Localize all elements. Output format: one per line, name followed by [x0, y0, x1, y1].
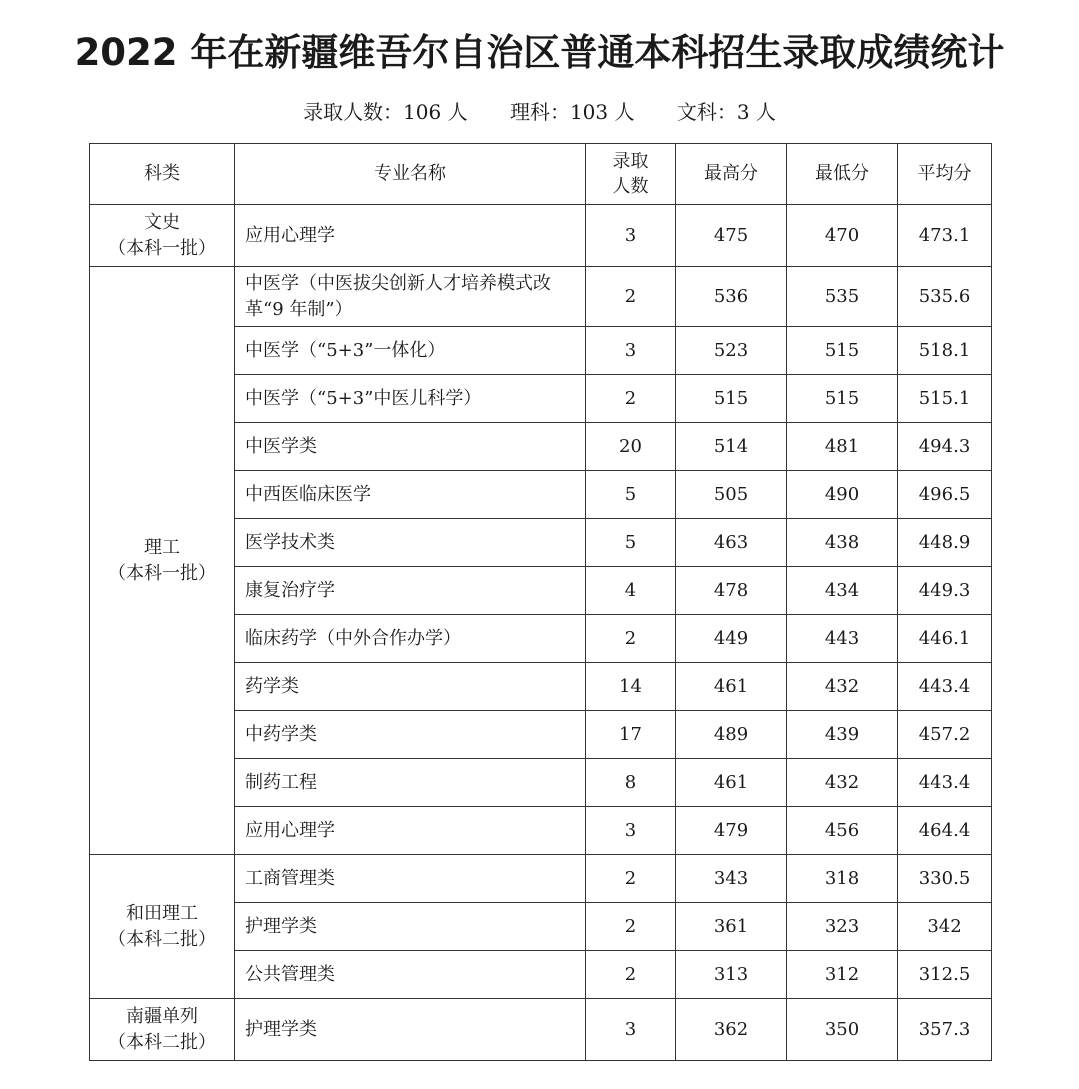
header-max: 最高分	[676, 144, 787, 205]
major-cell: 中医学（中医拔尖创新人才培养模式改革“9 年制”）	[235, 267, 586, 327]
min-score-cell: 318	[787, 855, 898, 903]
header-avg: 平均分	[898, 144, 992, 205]
max-score-cell: 479	[676, 807, 787, 855]
min-score-cell: 350	[787, 999, 898, 1061]
count-cell: 3	[586, 999, 676, 1061]
min-score-cell: 323	[787, 903, 898, 951]
max-score-cell: 489	[676, 711, 787, 759]
count-cell: 14	[586, 663, 676, 711]
max-score-cell: 514	[676, 423, 787, 471]
avg-score-cell: 330.5	[898, 855, 992, 903]
major-cell: 护理学类	[235, 999, 586, 1061]
max-score-cell: 343	[676, 855, 787, 903]
count-cell: 17	[586, 711, 676, 759]
avg-score-cell: 443.4	[898, 759, 992, 807]
summary-arts: 文科：3 人	[676, 100, 776, 124]
avg-score-cell: 357.3	[898, 999, 992, 1061]
min-score-cell: 432	[787, 759, 898, 807]
min-score-cell: 515	[787, 375, 898, 423]
count-cell: 2	[586, 615, 676, 663]
max-score-cell: 523	[676, 327, 787, 375]
max-score-cell: 515	[676, 375, 787, 423]
count-cell: 3	[586, 205, 676, 267]
count-cell: 2	[586, 855, 676, 903]
avg-score-cell: 464.4	[898, 807, 992, 855]
table-row	[90, 855, 992, 903]
avg-score-cell: 518.1	[898, 327, 992, 375]
summary-total: 录取人数：106 人	[303, 100, 468, 124]
count-cell: 2	[586, 951, 676, 999]
max-score-cell: 505	[676, 471, 787, 519]
avg-score-cell: 312.5	[898, 951, 992, 999]
count-cell: 5	[586, 519, 676, 567]
summary-science: 理科：103 人	[509, 100, 635, 124]
max-score-cell: 361	[676, 903, 787, 951]
avg-score-cell: 494.3	[898, 423, 992, 471]
major-cell: 公共管理类	[235, 951, 586, 999]
major-cell: 康复治疗学	[235, 567, 586, 615]
min-score-cell: 470	[787, 205, 898, 267]
count-cell: 2	[586, 267, 676, 327]
max-score-cell: 362	[676, 999, 787, 1061]
table-row	[90, 267, 992, 327]
category-cell: 南疆单列 （本科二批）	[90, 999, 235, 1061]
major-cell: 中医学（“5+3”中医儿科学）	[235, 375, 586, 423]
major-cell: 中医学（“5+3”一体化）	[235, 327, 586, 375]
count-cell: 2	[586, 903, 676, 951]
major-cell: 工商管理类	[235, 855, 586, 903]
score-table	[89, 143, 992, 1061]
major-cell: 中医学类	[235, 423, 586, 471]
category-cell: 理工 （本科一批）	[90, 267, 235, 855]
count-cell: 3	[586, 807, 676, 855]
count-cell: 4	[586, 567, 676, 615]
max-score-cell: 461	[676, 759, 787, 807]
max-score-cell: 463	[676, 519, 787, 567]
avg-score-cell: 443.4	[898, 663, 992, 711]
count-cell: 5	[586, 471, 676, 519]
header-category: 科类	[90, 144, 235, 205]
avg-score-cell: 515.1	[898, 375, 992, 423]
major-cell: 应用心理学	[235, 807, 586, 855]
min-score-cell: 456	[787, 807, 898, 855]
category-cell: 文史 （本科一批）	[90, 205, 235, 267]
header-major: 专业名称	[235, 144, 586, 205]
avg-score-cell: 535.6	[898, 267, 992, 327]
avg-score-cell: 449.3	[898, 567, 992, 615]
major-cell: 护理学类	[235, 903, 586, 951]
min-score-cell: 432	[787, 663, 898, 711]
avg-score-cell: 446.1	[898, 615, 992, 663]
category-cell: 和田理工 （本科二批）	[90, 855, 235, 999]
avg-score-cell: 496.5	[898, 471, 992, 519]
major-cell: 医学技术类	[235, 519, 586, 567]
avg-score-cell: 342	[898, 903, 992, 951]
max-score-cell: 449	[676, 615, 787, 663]
table-row	[90, 999, 992, 1061]
major-cell: 中西医临床医学	[235, 471, 586, 519]
avg-score-cell: 473.1	[898, 205, 992, 267]
max-score-cell: 461	[676, 663, 787, 711]
min-score-cell: 434	[787, 567, 898, 615]
max-score-cell: 313	[676, 951, 787, 999]
avg-score-cell: 457.2	[898, 711, 992, 759]
count-cell: 20	[586, 423, 676, 471]
min-score-cell: 438	[787, 519, 898, 567]
max-score-cell: 478	[676, 567, 787, 615]
min-score-cell: 443	[787, 615, 898, 663]
header-count: 录取 人数	[586, 144, 676, 205]
min-score-cell: 515	[787, 327, 898, 375]
min-score-cell: 481	[787, 423, 898, 471]
avg-score-cell: 448.9	[898, 519, 992, 567]
min-score-cell: 535	[787, 267, 898, 327]
major-cell: 临床药学（中外合作办学）	[235, 615, 586, 663]
document-title: 2022 年在新疆维吾尔自治区普通本科招生录取成绩统计	[74, 31, 1005, 74]
header-min: 最低分	[787, 144, 898, 205]
table-row	[90, 205, 992, 267]
count-cell: 3	[586, 327, 676, 375]
count-cell: 8	[586, 759, 676, 807]
min-score-cell: 439	[787, 711, 898, 759]
min-score-cell: 490	[787, 471, 898, 519]
major-cell: 应用心理学	[235, 205, 586, 267]
table-header-row	[90, 144, 992, 205]
table-body	[90, 205, 992, 1061]
major-cell: 制药工程	[235, 759, 586, 807]
count-cell: 2	[586, 375, 676, 423]
min-score-cell: 312	[787, 951, 898, 999]
max-score-cell: 475	[676, 205, 787, 267]
major-cell: 药学类	[235, 663, 586, 711]
max-score-cell: 536	[676, 267, 787, 327]
major-cell: 中药学类	[235, 711, 586, 759]
admission-summary	[0, 96, 1079, 125]
